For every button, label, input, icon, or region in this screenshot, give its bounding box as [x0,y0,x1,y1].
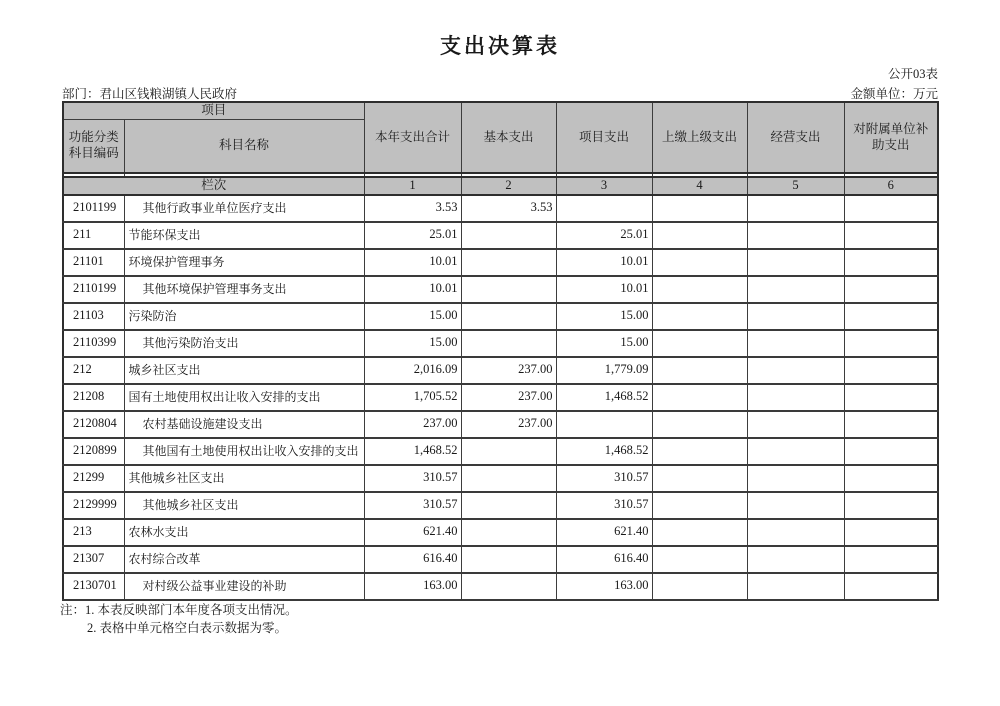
cell-total: 25.01 [364,222,461,249]
sheet-code-label: 公开03表 [887,67,938,81]
header-col-operating: 经营支出 [747,102,844,173]
cell-code: 2120899 [63,438,124,465]
cell-upper [652,222,747,249]
cell-subsidy [844,519,938,546]
cell-operating [747,411,844,438]
cell-code: 21299 [63,465,124,492]
cell-basic [461,249,556,276]
table-row [63,411,938,438]
table-row [63,357,938,384]
cell-operating [747,546,844,573]
cell-total: 15.00 [364,303,461,330]
table-row [63,492,938,519]
cell-project [556,411,652,438]
cell-project: 15.00 [556,330,652,357]
cell-name: 其他城乡社区支出 [124,465,364,492]
cell-upper [652,573,747,600]
cell-name: 农村综合改革 [124,546,364,573]
cell-total: 310.57 [364,492,461,519]
cell-project: 616.40 [556,546,652,573]
row-label: 栏次 [63,177,364,195]
cell-upper [652,303,747,330]
cell-operating [747,357,844,384]
column-number-5: 5 [747,177,844,195]
cell-code: 21307 [63,546,124,573]
cell-code: 211 [63,222,124,249]
cell-subsidy [844,303,938,330]
cell-subsidy [844,249,938,276]
header-col-upper: 上缴上级支出 [652,102,747,173]
table-body [63,195,938,600]
cell-total: 163.00 [364,573,461,600]
table-header [63,102,938,195]
table-row [63,195,938,222]
cell-name: 其他国有土地使用权出让收入安排的支出 [124,438,364,465]
table-row [63,303,938,330]
cell-operating [747,384,844,411]
cell-basic [461,330,556,357]
cell-basic [461,492,556,519]
table-row [63,222,938,249]
cell-basic [461,303,556,330]
column-number-6: 6 [844,177,938,195]
column-number-4: 4 [652,177,747,195]
column-index-row [63,177,938,195]
cell-subsidy [844,492,938,519]
cell-code: 2129999 [63,492,124,519]
cell-basic [461,519,556,546]
cell-total: 1,705.52 [364,384,461,411]
column-number-3: 3 [556,177,652,195]
cell-project: 1,468.52 [556,438,652,465]
cell-total: 15.00 [364,330,461,357]
note-line-2: 2. 表格中单元格空白表示数据为零。 [87,621,288,635]
cell-project: 10.01 [556,249,652,276]
cell-project: 310.57 [556,465,652,492]
cell-total: 310.57 [364,465,461,492]
table-row [63,249,938,276]
cell-project [556,195,652,222]
cell-subsidy [844,384,938,411]
cell-basic [461,546,556,573]
cell-total: 2,016.09 [364,357,461,384]
table-row [63,276,938,303]
cell-basic [461,438,556,465]
cell-basic: 237.00 [461,411,556,438]
header-name-label: 科目名称 [124,119,364,173]
cell-project: 1,779.09 [556,357,652,384]
cell-code: 2130701 [63,573,124,600]
cell-total: 237.00 [364,411,461,438]
cell-name: 环境保护管理事务 [124,249,364,276]
cell-name: 其他污染防治支出 [124,330,364,357]
table-row [63,573,938,600]
page-title: 支出决算表 [440,34,560,58]
cell-basic: 237.00 [461,384,556,411]
table-row [63,519,938,546]
meta-row [62,84,938,102]
cell-subsidy [844,573,938,600]
cell-basic: 237.00 [461,357,556,384]
cell-upper [652,249,747,276]
column-number-2: 2 [461,177,556,195]
notes [60,601,298,637]
cell-code: 2110199 [63,276,124,303]
header-col-subsidy: 对附属单位补助支出 [844,102,938,173]
cell-name: 农村基础设施建设支出 [124,411,364,438]
cell-upper [652,546,747,573]
header-col-total: 本年支出合计 [364,102,461,173]
cell-upper [652,330,747,357]
cell-subsidy [844,195,938,222]
cell-operating [747,276,844,303]
cell-upper [652,492,747,519]
cell-total: 10.01 [364,276,461,303]
cell-total: 616.40 [364,546,461,573]
cell-code: 21103 [63,303,124,330]
department-label: 部门：君山区钱粮湖镇人民政府 [62,87,238,101]
cell-upper [652,276,747,303]
cell-basic [461,573,556,600]
cell-operating [747,573,844,600]
cell-operating [747,438,844,465]
cell-name: 农林水支出 [124,519,364,546]
cell-name: 对村级公益事业建设的补助 [124,573,364,600]
header-col-project: 项目支出 [556,102,652,173]
cell-operating [747,222,844,249]
cell-upper [652,195,747,222]
cell-basic [461,465,556,492]
cell-code: 21101 [63,249,124,276]
cell-project: 310.57 [556,492,652,519]
cell-name: 节能环保支出 [124,222,364,249]
column-number-1: 1 [364,177,461,195]
cell-operating [747,249,844,276]
cell-code: 2120804 [63,411,124,438]
table-row [63,438,938,465]
table-row [63,465,938,492]
cell-code: 213 [63,519,124,546]
cell-operating [747,519,844,546]
cell-subsidy [844,222,938,249]
cell-total: 621.40 [364,519,461,546]
cell-subsidy [844,276,938,303]
cell-basic [461,276,556,303]
table-row [63,546,938,573]
cell-name: 污染防治 [124,303,364,330]
cell-project: 10.01 [556,276,652,303]
cell-basic [461,222,556,249]
cell-upper [652,357,747,384]
header-project-group: 项目 [63,102,364,119]
cell-total: 3.53 [364,195,461,222]
unit-label: 金额单位：万元 [850,87,938,101]
table-row [63,384,938,411]
note-line-1: 注：1. 本表反映部门本年度各项支出情况。 [60,603,298,617]
cell-operating [747,195,844,222]
cell-subsidy [844,411,938,438]
cell-code: 212 [63,357,124,384]
cell-total: 1,468.52 [364,438,461,465]
cell-subsidy [844,438,938,465]
cell-operating [747,492,844,519]
cell-subsidy [844,357,938,384]
cell-operating [747,465,844,492]
cell-name: 城乡社区支出 [124,357,364,384]
cell-name: 其他行政事业单位医疗支出 [124,195,364,222]
cell-code: 2110399 [63,330,124,357]
header-col-basic: 基本支出 [461,102,556,173]
cell-upper [652,411,747,438]
cell-project: 15.00 [556,303,652,330]
header-row-project [63,102,938,119]
cell-total: 10.01 [364,249,461,276]
cell-subsidy [844,330,938,357]
cell-project: 25.01 [556,222,652,249]
cell-subsidy [844,546,938,573]
cell-project: 1,468.52 [556,384,652,411]
cell-subsidy [844,465,938,492]
table-row [63,330,938,357]
cell-operating [747,330,844,357]
cell-upper [652,384,747,411]
cell-name: 其他城乡社区支出 [124,492,364,519]
cell-code: 21208 [63,384,124,411]
cell-name: 国有土地使用权出让收入安排的支出 [124,384,364,411]
cell-upper [652,438,747,465]
cell-code: 2101199 [63,195,124,222]
cell-project: 163.00 [556,573,652,600]
cell-project: 621.40 [556,519,652,546]
cell-name: 其他环境保护管理事务支出 [124,276,364,303]
cell-basic: 3.53 [461,195,556,222]
cell-upper [652,519,747,546]
header-code-label: 功能分类科目编码 [63,119,124,173]
cell-upper [652,465,747,492]
expenditure-table [62,101,939,601]
cell-operating [747,303,844,330]
